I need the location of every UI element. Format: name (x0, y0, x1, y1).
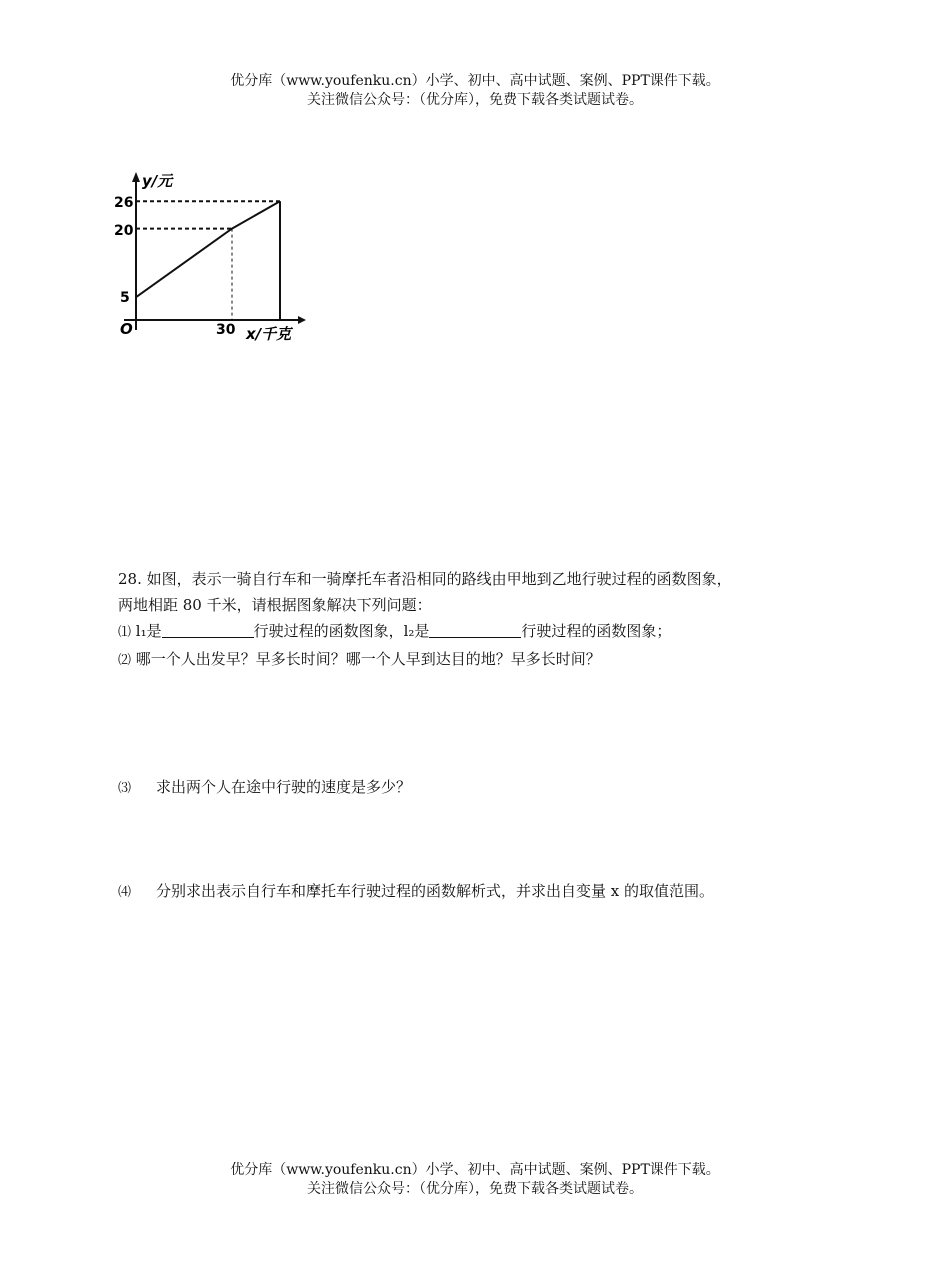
question-2 (118, 646, 838, 674)
question-1-part-1: l₁是 (131, 622, 162, 640)
question-2-text: 哪一个人出发早？早多长时间？哪一个人早到达目的地？早多长时间？ (131, 650, 601, 668)
function-graph (108, 168, 308, 348)
x-axis-arrow (298, 316, 306, 324)
question-2-number: ⑵ (118, 653, 132, 668)
y-axis-arrow (132, 172, 140, 182)
problem-stem-line-1: 28. 如图，表示一骑自行车和一骑摩托车者沿相同的路线由甲地到乙地行驶过程的函数图象， (118, 570, 732, 588)
question-1-part-3: 行驶过程的函数图象； (521, 622, 672, 640)
question-3-number: ⑶ (118, 781, 132, 796)
footer-line-1: 优分库（www.youfenku.cn）小学、初中、高中试题、案例、PPT课件下载。 (230, 1162, 720, 1178)
y-tick-20: 20 (114, 223, 134, 239)
answer-blank-l2[interactable] (429, 621, 521, 638)
header-line-1: 优分库（www.youfenku.cn）小学、初中、高中试题、案例、PPT课件下载。 (230, 73, 720, 89)
question-4-number: ⑷ (118, 885, 132, 900)
answer-blank-l1[interactable] (162, 621, 254, 638)
question-1 (118, 618, 838, 646)
header-line-2: 关注微信公众号：（优分库），免费下载各类试题试卷。 (307, 92, 643, 108)
page-footer (0, 1161, 950, 1199)
origin-label: O (120, 320, 133, 338)
footer-line-2: 关注微信公众号：（优分库），免费下载各类试题试卷。 (307, 1181, 643, 1197)
question-1-part-2: 行驶过程的函数图象，l₂是 (253, 622, 430, 640)
question-4-text: 分别求出表示自行车和摩托车行驶过程的函数解析式，并求出自变量 x 的取值范围。 (156, 882, 714, 900)
problem-stem-line-2: 两地相距 80 千米，请根据图象解决下列问题： (118, 596, 432, 614)
y-axis-label: y/元 (142, 172, 173, 190)
y-tick-5: 5 (120, 290, 130, 306)
problem-28 (118, 566, 838, 674)
page-header (0, 72, 950, 110)
question-4 (118, 880, 714, 901)
x-axis-label: x/千克 (246, 325, 292, 343)
series-line (136, 201, 280, 297)
question-1-number: ⑴ (118, 625, 132, 640)
x-tick-30: 30 (216, 322, 236, 338)
y-tick-26: 26 (114, 195, 134, 211)
question-3 (118, 776, 411, 797)
question-3-text: 求出两个人在途中行驶的速度是多少？ (156, 778, 412, 796)
